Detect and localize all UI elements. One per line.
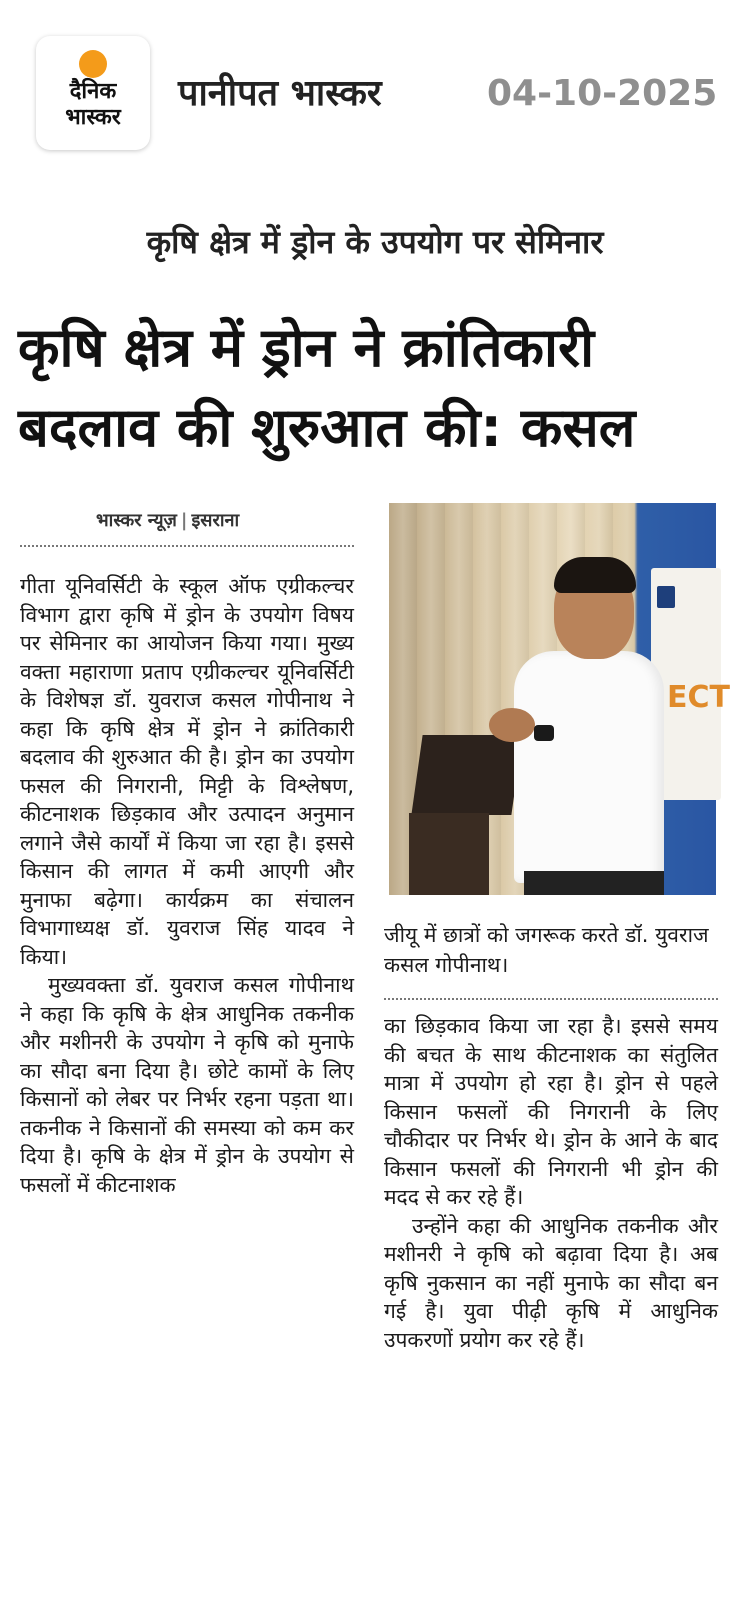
article-paragraph-4: उन्होंने कहा की आधुनिक तकनीक और मशीनरी ने कृषि को बढ़ावा दिया है। अब कृषि नुकसान का नहीं मुनाफे का सौदा बन गई है। युवा पीढ़ी कृषि में आधुनिक उपकरणों प्रयोग कर रहे हैं।	[384, 1213, 718, 1352]
article-headline	[18, 308, 738, 468]
speaker-shirt	[514, 651, 664, 883]
logo-line2: भास्कर	[65, 105, 121, 130]
article-column-left	[20, 572, 354, 1199]
article-paragraph-1: गीता यूनिवर्सिटी के स्कूल ऑफ एग्रीकल्चर विभाग द्वारा कृषि में ड्रोन के उपयोग विषय पर सेमिनार का आयोजन किया गया। मुख्य वक्ता महाराणा प्रताप एग्रीकल्चर यूनिवर्सिटी के विशेषज्ञ डॉ. युवराज कसल गोपीनाथ ने कहा कि कृषि क्षेत्र में ड्रोन ने क्रांतिकारी बदलाव की शुरुआत की है। ड्रोन का उपयोग फसल की निगरानी, मिट्टी के विश्लेषण, कीटनाशक छिड़काव और उत्पादन अनुमान लगाने जैसे कार्यों में किया जा रहा है। इससे किसान की लागत में कमी आएगी और मुनाफा बढ़ेगा। कार्यक्रम का संचालन विभागाध्यक्ष डॉ. युवराज सिंह यादव ने किया।	[20, 574, 354, 969]
sun-icon	[79, 50, 107, 78]
article-column-right	[384, 1012, 718, 1354]
headline-line-1: कृषि क्षेत्र में ड्रोन ने क्रांतिकारी	[18, 316, 595, 379]
headline-line-2: बदलाव की शुरुआत की: कसल	[18, 396, 636, 459]
page-header	[0, 0, 750, 170]
article-kicker: कृषि क्षेत्र में ड्रोन के उपयोग पर सेमिनार	[146, 223, 604, 261]
podium	[411, 735, 522, 815]
dainik-bhaskar-logo[interactable]	[36, 36, 150, 150]
caption-divider	[384, 998, 718, 1000]
byline-place: इसराना	[191, 510, 240, 531]
byline	[96, 508, 239, 532]
banner-text: ECT	[667, 680, 730, 715]
article-photo	[389, 503, 730, 895]
edition-date: 04-10-2025	[487, 73, 718, 114]
byline-divider	[20, 545, 354, 547]
banner-logo-icon	[657, 586, 675, 608]
article-paragraph-3: का छिड़काव किया जा रहा है। इससे समय की बचत के साथ कीटनाशक का संतुलित मात्रा में उपयोग हो रहा है। ड्रोन से पहले किसान फसलों की निगरानी के लिए चौकीदार पर निर्भर थे। ड्रोन के आने के बाद किसान फसलों की निगरानी भी ड्रोन की मदद से कर रहे हैं।	[384, 1014, 718, 1209]
speaker-hair	[554, 557, 636, 593]
speaker-belt	[524, 871, 664, 895]
speaker-hand	[489, 708, 535, 742]
logo-line1: दैनिक	[69, 79, 117, 104]
photo-caption: जीयू में छात्रों को जगरूक करते डॉ. युवराज कसल गोपीनाथ।	[384, 923, 709, 977]
byline-source: भास्कर न्यूज़	[96, 510, 177, 531]
podium-base	[409, 813, 489, 895]
watch-icon	[534, 725, 554, 741]
edition-name: पानीपत भास्कर	[178, 73, 382, 114]
article-paragraph-2: मुख्यवक्ता डॉ. युवराज कसल गोपीनाथ ने कहा कि कृषि के क्षेत्र आधुनिक तकनीक और मशीनरी के उपयोग ने कृषि को मुनाफे का सौदा बना दिया है। छोटे कामों के लिए किसानों को लेबर पर निर्भर रहना पड़ता था। तकनीक ने किसानों की समस्या को कम कर दिया है। कृषि के क्षेत्र में ड्रोन के उपयोग से फसलों में कीटनाशक	[20, 973, 354, 1197]
byline-separator: |	[180, 510, 188, 531]
